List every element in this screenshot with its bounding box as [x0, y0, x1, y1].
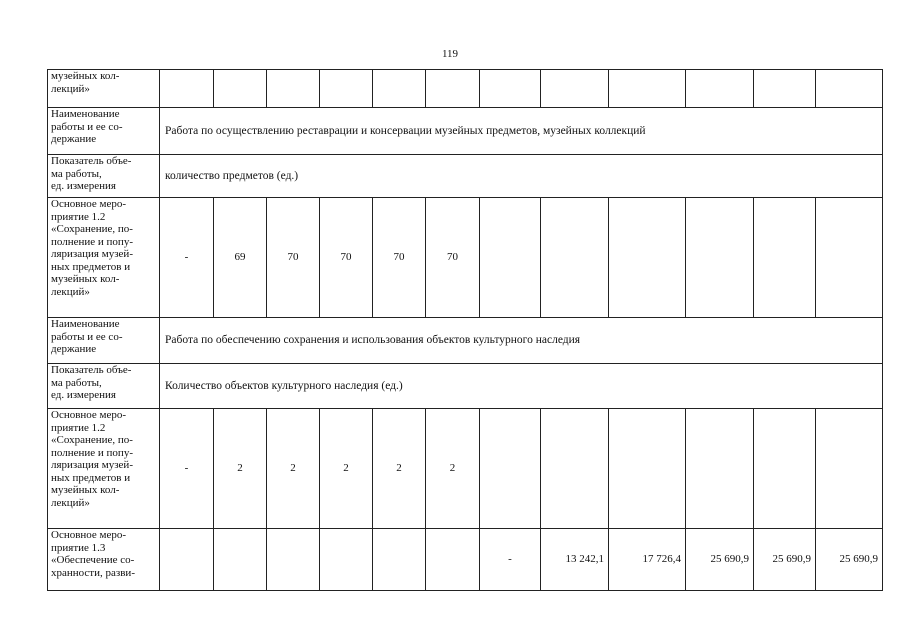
- value-cell: [541, 409, 609, 529]
- value-cell: [267, 529, 320, 591]
- value-cell: [320, 529, 373, 591]
- value-cell: 2: [373, 409, 426, 529]
- value-cell: [480, 198, 541, 318]
- value-cell: -: [160, 409, 214, 529]
- value-cell: [267, 70, 320, 108]
- value-cell: [214, 529, 267, 591]
- value-cell: [426, 70, 480, 108]
- row-label: Наименование работы и ее со- держание: [48, 318, 160, 364]
- value-cell: [686, 70, 754, 108]
- span-cell: количество предметов (ед.): [160, 155, 883, 198]
- value-cell: [686, 409, 754, 529]
- value-cell: [816, 198, 883, 318]
- value-cell: [816, 409, 883, 529]
- value-cell: 2: [426, 409, 480, 529]
- table-row: [48, 318, 883, 364]
- value-cell: 70: [320, 198, 373, 318]
- value-cell: 25 690,9: [816, 529, 883, 591]
- value-cell: 69: [214, 198, 267, 318]
- row-label: Показатель объе- ма работы, ед. измерения: [48, 364, 160, 409]
- value-cell: [160, 529, 214, 591]
- value-cell: [426, 529, 480, 591]
- table-row: [48, 409, 883, 529]
- value-cell: 70: [373, 198, 426, 318]
- row-label: Показатель объе- ма работы, ед. измерения: [48, 155, 160, 198]
- value-cell: [320, 70, 373, 108]
- table-row: [48, 155, 883, 198]
- span-cell: Работа по осуществлению реставрации и консервации музейных предметов, музейных коллекций: [160, 108, 883, 155]
- value-cell: 25 690,9: [686, 529, 754, 591]
- value-cell: [541, 198, 609, 318]
- table-row: [48, 70, 883, 108]
- value-cell: [754, 198, 816, 318]
- table-row: [48, 364, 883, 409]
- value-cell: -: [160, 198, 214, 318]
- value-cell: [541, 70, 609, 108]
- value-cell: [214, 70, 267, 108]
- value-cell: 17 726,4: [609, 529, 686, 591]
- value-cell: [373, 70, 426, 108]
- row-label: Основное меро- приятие 1.2 «Сохранение, по- полнение и попу- ляризация музей- ных предметов и музейных кол- лекций»: [48, 198, 160, 318]
- span-cell: Количество объектов культурного наследия (ед.): [160, 364, 883, 409]
- value-cell: [609, 409, 686, 529]
- value-cell: -: [480, 529, 541, 591]
- value-cell: 25 690,9: [754, 529, 816, 591]
- program-table: [47, 69, 883, 591]
- span-cell: Работа по обеспечению сохранения и использования объектов культурного наследия: [160, 318, 883, 364]
- page-number: 119: [441, 48, 459, 60]
- value-cell: [686, 198, 754, 318]
- value-cell: [160, 70, 214, 108]
- value-cell: [754, 70, 816, 108]
- value-cell: [754, 409, 816, 529]
- value-cell: 70: [267, 198, 320, 318]
- table-row: [48, 529, 883, 591]
- table-row: [48, 108, 883, 155]
- value-cell: [609, 70, 686, 108]
- value-cell: 70: [426, 198, 480, 318]
- value-cell: 2: [214, 409, 267, 529]
- value-cell: [480, 409, 541, 529]
- value-cell: [609, 198, 686, 318]
- row-label: музейных кол- лекций»: [48, 70, 160, 108]
- row-label: Основное меро- приятие 1.2 «Сохранение, по- полнение и попу- ляризация музей- ных предметов и музейных кол- лекций»: [48, 409, 160, 529]
- value-cell: [373, 529, 426, 591]
- value-cell: [816, 70, 883, 108]
- table-body: [48, 70, 883, 591]
- value-cell: 2: [320, 409, 373, 529]
- value-cell: 2: [267, 409, 320, 529]
- row-label: Наименование работы и ее со- держание: [48, 108, 160, 155]
- value-cell: [480, 70, 541, 108]
- table-row: [48, 198, 883, 318]
- row-label: Основное меро- приятие 1.3 «Обеспечение со- хранности, разви-: [48, 529, 160, 591]
- value-cell: 13 242,1: [541, 529, 609, 591]
